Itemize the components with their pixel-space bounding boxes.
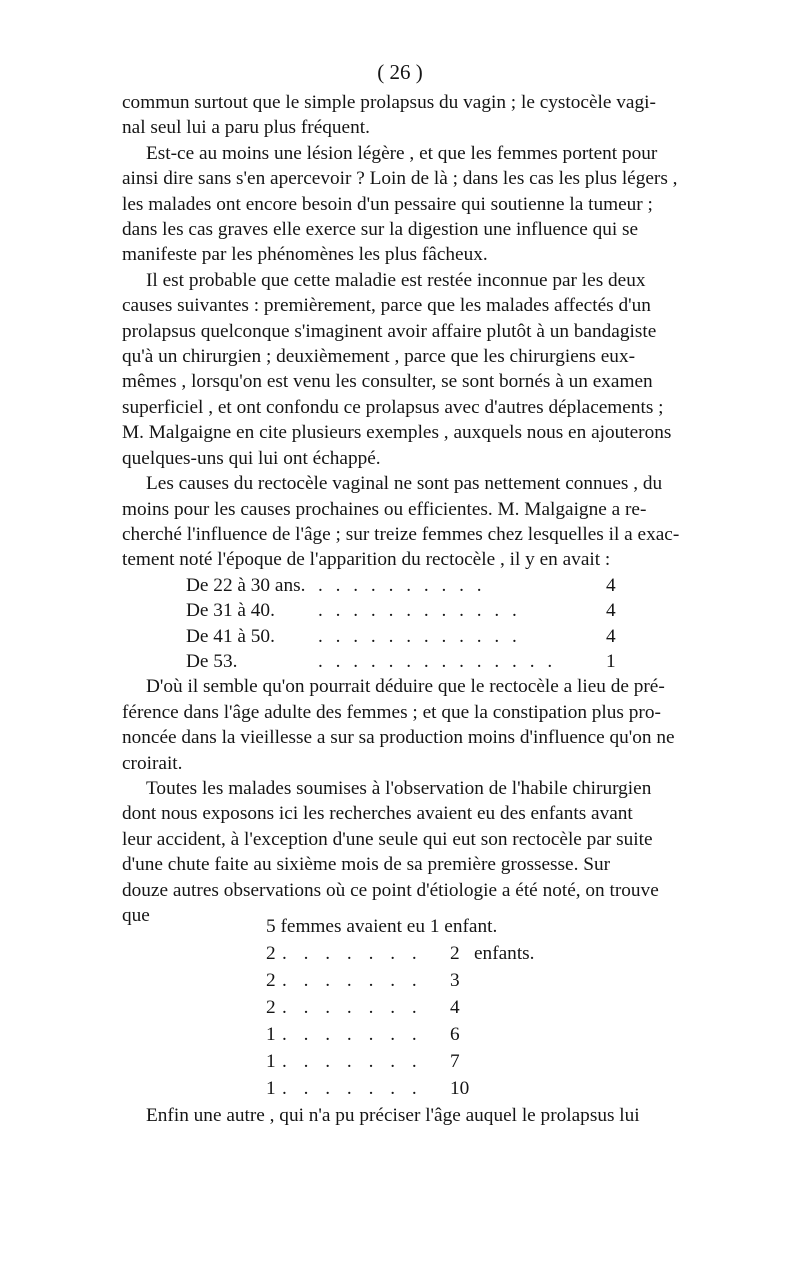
text-line: dont nous exposons ici les recherches avaient eu des enfants avant (122, 803, 633, 825)
text-line: Enfin une autre , qui n'a pu préciser l'âge auquel le prolapsus lui (146, 1105, 640, 1127)
page-body (122, 90, 680, 1129)
children-table-row (122, 995, 680, 1022)
leader-dots: . . . . . . . (282, 997, 423, 1019)
text-line: Toutes les malades soumises à l'observation de l'habile chirurgien (146, 777, 652, 799)
children-count: 6 (450, 1024, 460, 1046)
text-line: superficiel , et ont confondu ce prolapsus avec d'autres déplacements ; (122, 396, 664, 418)
text-line: M. Malgaigne en cite plusieurs exemples , auxquels nous en ajouterons (122, 422, 672, 444)
text-line: ainsi dire sans s'en apercevoir ? Loin de là ; dans les cas les plus légers , (122, 168, 678, 190)
children-count: 2 (450, 943, 460, 965)
text-line: Est-ce au moins une lésion légère , et que les femmes portent pour (146, 142, 658, 164)
children-table (122, 914, 680, 1103)
text-line: que (122, 904, 150, 926)
text-line: croirait. (122, 752, 183, 774)
leader-dots: . . . . . . . . . . . . (318, 600, 521, 622)
paragraph-2 (122, 141, 680, 268)
women-count: 2 (266, 997, 276, 1019)
text-line: noncée dans la vieillesse a sur sa production moins d'influence qu'on ne (122, 727, 675, 749)
leader-dots: . . . . . . . . . . (318, 574, 486, 596)
leader-dots: . . . . . . . (282, 1078, 423, 1100)
children-table-row (122, 941, 680, 968)
children-count: 3 (450, 970, 460, 992)
women-count: 1 (266, 1078, 276, 1100)
children-count: 4 (450, 997, 460, 1019)
women-count: 2 (266, 943, 276, 965)
text-line: cherché l'influence de l'âge ; sur treize femmes chez lesquelles il a exac- (122, 523, 680, 545)
text-line: causes suivantes : premièrement, parce que les malades affectés d'un (122, 295, 651, 317)
children-count: 10 (450, 1078, 470, 1100)
paragraph-6 (122, 776, 680, 928)
women-count: 1 (266, 1051, 276, 1073)
children-table-row (122, 968, 680, 995)
text-line: dans les cas graves elle exerce sur la digestion une influence qui se (122, 219, 639, 241)
age-range: De 22 à 30 ans. (186, 574, 306, 596)
paragraph-3 (122, 268, 680, 471)
children-first-row: 5 femmes avaient eu 1 enfant. (266, 916, 498, 938)
children-table-row (122, 1049, 680, 1076)
text-line: Les causes du rectocèle vaginal ne sont pas nettement connues , du (146, 473, 663, 495)
age-range: De 41 à 50. (186, 625, 275, 647)
leader-dots: . . . . . . . (282, 1051, 423, 1073)
text-line: moins pour les causes prochaines ou efficientes. M. Malgaigne a re- (122, 498, 647, 520)
text-line: prolapsus quelconque s'imaginent avoir affaire plutôt à un bandagiste (122, 320, 657, 342)
page-number: ( 26 ) (377, 60, 423, 84)
text-line: d'une chute faite au sixième mois de sa première grossesse. Sur (122, 854, 611, 876)
text-line: tement noté l'époque de l'apparition du rectocèle , il y en avait : (122, 549, 611, 571)
leader-dots: . . . . . . . (282, 970, 423, 992)
text-line: nal seul lui a paru plus fréquent. (122, 117, 370, 139)
children-unit: enfants. (474, 943, 535, 965)
text-line: férence dans l'âge adulte des femmes ; et que la constipation plus pro- (122, 701, 661, 723)
age-count: 1 (606, 650, 616, 672)
women-count: 1 (266, 1024, 276, 1046)
women-count: 2 (266, 970, 276, 992)
leader-dots: . . . . . . . (282, 1024, 423, 1046)
text-line: Il est probable que cette maladie est restée inconnue par les deux (146, 269, 646, 291)
paragraph-4 (122, 471, 680, 573)
text-line: leur accident, à l'exception d'une seule qui eut son rectocèle par suite (122, 828, 653, 850)
age-table-row (122, 573, 680, 598)
text-line: manifeste par les phénomènes les plus fâcheux. (122, 244, 488, 266)
age-count: 4 (606, 625, 616, 647)
text-line: les malades ont encore besoin d'un pessaire qui soutienne la tumeur ; (122, 193, 653, 215)
text-line: D'où il semble qu'on pourrait déduire que le rectocèle a lieu de pré- (146, 676, 665, 698)
text-line: qu'à un chirurgien ; deuxièmement , parce que les chirurgiens eux- (122, 346, 636, 368)
age-table-row (122, 598, 680, 623)
age-count: 4 (606, 574, 616, 596)
age-table-row (122, 649, 680, 674)
text-line: mêmes , lorsqu'on est venu les consulter, se sont bornés à un examen (122, 371, 653, 393)
paragraph-1 (122, 90, 680, 141)
age-range: De 31 à 40. (186, 600, 275, 622)
leader-dots: . . . . . . . (282, 943, 423, 965)
text-line: commun surtout que le simple prolapsus du vagin ; le cystocèle vagi- (122, 92, 656, 113)
children-count: 7 (450, 1051, 460, 1073)
children-table-row (122, 1076, 680, 1103)
paragraph-5 (122, 674, 680, 776)
text-line: douze autres observations où ce point d'étiologie a été noté, on trouve (122, 879, 659, 901)
paragraph-7 (122, 1103, 680, 1128)
text-line: quelques-uns qui lui ont échappé. (122, 447, 381, 469)
age-range: De 53. (186, 650, 238, 672)
age-count: 4 (606, 600, 616, 622)
age-table-row (122, 624, 680, 649)
age-table (122, 573, 680, 675)
children-table-row (122, 1022, 680, 1049)
leader-dots: . . . . . . . . . . . . . . (318, 650, 557, 672)
leader-dots: . . . . . . . . . . . . (318, 625, 521, 647)
children-table-row (122, 914, 680, 941)
